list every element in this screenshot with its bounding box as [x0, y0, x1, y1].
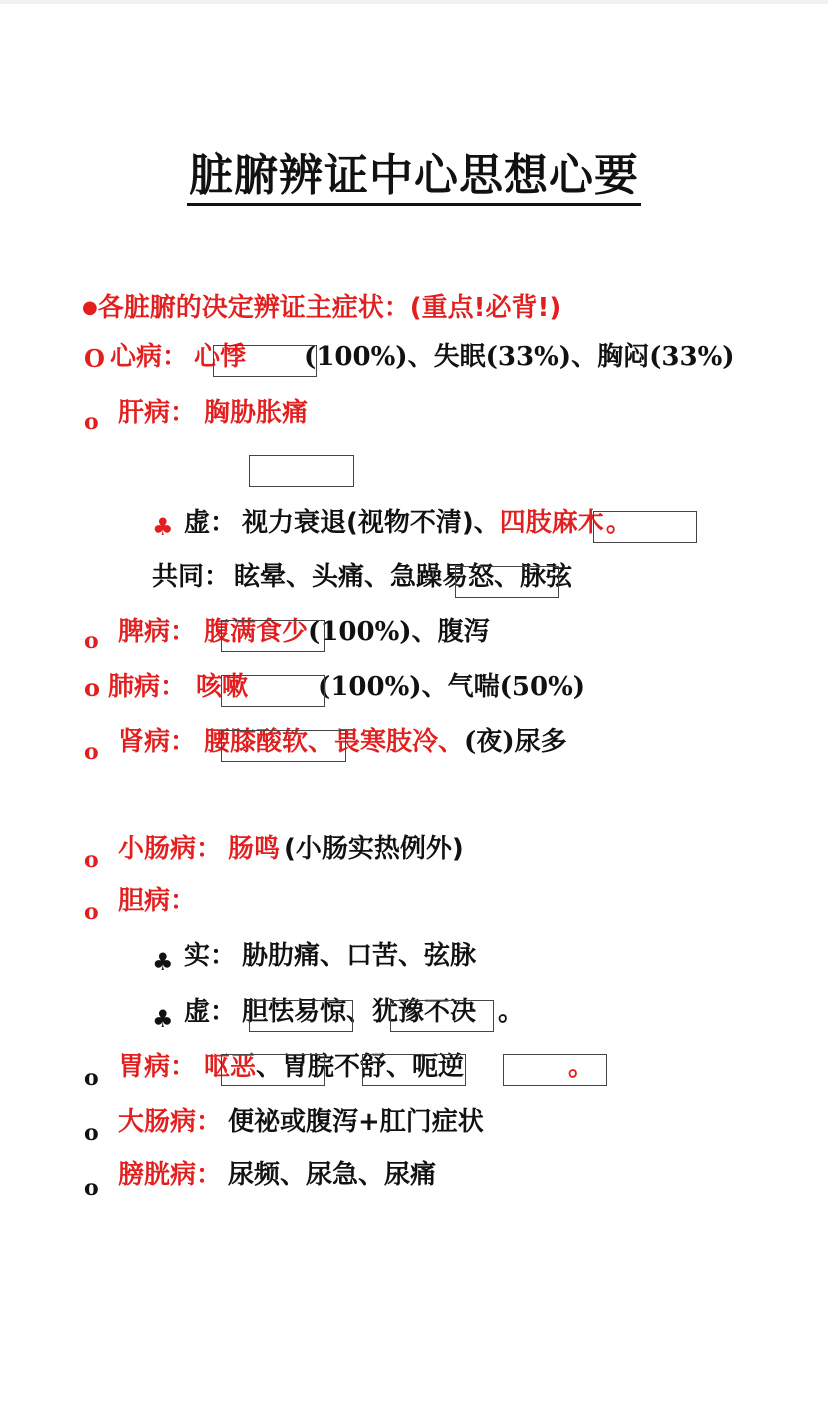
bullet-marker: ●	[82, 297, 98, 318]
row-bladder	[118, 1158, 436, 1192]
gallbladder-excess-text: 胁肋痛、口苦、弦脉	[242, 941, 477, 971]
lung-rest: (100%)、气喘(50%)	[318, 672, 586, 702]
spleen-key: 腹满食少	[204, 617, 309, 647]
row-heart	[110, 340, 735, 374]
liver-label: 肝病：	[118, 398, 197, 428]
blank-box	[221, 1054, 325, 1086]
bladder-rest: 尿频、尿急、尿痛	[228, 1160, 437, 1190]
item-marker: O	[84, 344, 105, 373]
club-marker: ♣	[152, 947, 174, 976]
gallbladder-deficiency-label: 虚：	[184, 997, 237, 1027]
item-marker: o	[84, 1175, 99, 1201]
kidney-label: 肾病：	[118, 727, 197, 757]
large-intestine-rest: 便祕或腹泻+肛门症状	[228, 1107, 484, 1137]
row-liver-deficiency	[184, 506, 632, 540]
club-marker: ♣	[152, 1004, 174, 1033]
heart-key: 心悸	[194, 342, 247, 372]
page-title: 脏腑辨证中心思想心要	[0, 148, 828, 204]
blank-box	[221, 730, 346, 762]
stomach-label: 胃病：	[118, 1052, 197, 1082]
row-liver	[118, 396, 308, 430]
intro-line	[82, 291, 561, 325]
blank-box	[249, 455, 354, 487]
row-small-intestine	[118, 832, 464, 866]
blank-box	[362, 1054, 466, 1086]
blank-box	[455, 566, 559, 598]
blank-box	[221, 620, 325, 652]
small-intestine-rest: (小肠实热例外)	[284, 834, 464, 864]
heart-rest: (100%)、失眠(33%)、胸闷(33%)	[304, 342, 735, 372]
blank-box	[503, 1054, 607, 1086]
row-gallbladder-excess	[184, 939, 476, 973]
item-marker: o	[84, 628, 99, 654]
stomach-end: 。	[568, 1052, 595, 1082]
liver-deficiency-end: 。	[605, 508, 632, 538]
bladder-label: 膀胱病：	[118, 1160, 223, 1190]
gallbladder-deficiency-end: 。	[498, 997, 525, 1027]
blank-box	[213, 345, 317, 377]
small-intestine-label: 小肠病：	[118, 834, 223, 864]
kidney-rest: (夜)尿多	[464, 727, 567, 757]
liver-deficiency-key: 四肢麻木	[499, 508, 604, 538]
intro-text: 各脏腑的决定辨证主症状：(重点!必背!)	[97, 293, 562, 323]
gallbladder-excess-label: 实：	[184, 941, 237, 971]
club-marker: ♣	[152, 512, 174, 541]
item-marker: o	[84, 673, 101, 702]
stomach-key: 呕恶	[204, 1052, 257, 1082]
liver-deficiency-label: 虚：	[184, 508, 237, 538]
lung-label: 肺病：	[108, 672, 187, 702]
row-gallbladder	[118, 884, 196, 918]
item-marker: o	[84, 1065, 99, 1091]
kidney-key: 腰膝酸软、畏寒肢冷、	[204, 727, 465, 757]
item-marker: o	[84, 1120, 99, 1146]
blank-box	[593, 511, 697, 543]
item-marker: o	[84, 847, 99, 873]
item-marker: o	[84, 409, 99, 435]
item-marker: o	[84, 899, 99, 925]
row-lung	[108, 670, 585, 704]
blank-box	[249, 1000, 353, 1032]
item-marker: o	[84, 739, 99, 765]
top-edge	[0, 0, 828, 4]
blank-box	[221, 675, 325, 707]
gallbladder-deficiency-text: 胆怯易惊、犹豫不决	[242, 997, 477, 1027]
small-intestine-key: 肠鸣	[228, 834, 281, 864]
lung-key: 咳嗽	[196, 672, 249, 702]
gallbladder-label: 胆病：	[118, 886, 197, 916]
liver-key: 胸胁胀痛	[204, 398, 309, 428]
row-large-intestine	[118, 1105, 484, 1139]
blank-box	[390, 1000, 494, 1032]
large-intestine-label: 大肠病：	[118, 1107, 223, 1137]
stomach-rest: 、胃脘不舒、呃逆	[256, 1052, 465, 1082]
liver-common-label: 共同：	[152, 562, 231, 592]
liver-common-text: 眩晕、头痛、急躁易怒、脉弦	[234, 562, 573, 592]
heart-label: 心病：	[110, 342, 189, 372]
spleen-label: 脾病：	[118, 617, 197, 647]
liver-deficiency-text: 视力衰退(视物不清)、	[242, 508, 500, 538]
spleen-rest: (100%)、腹泻	[308, 617, 490, 647]
